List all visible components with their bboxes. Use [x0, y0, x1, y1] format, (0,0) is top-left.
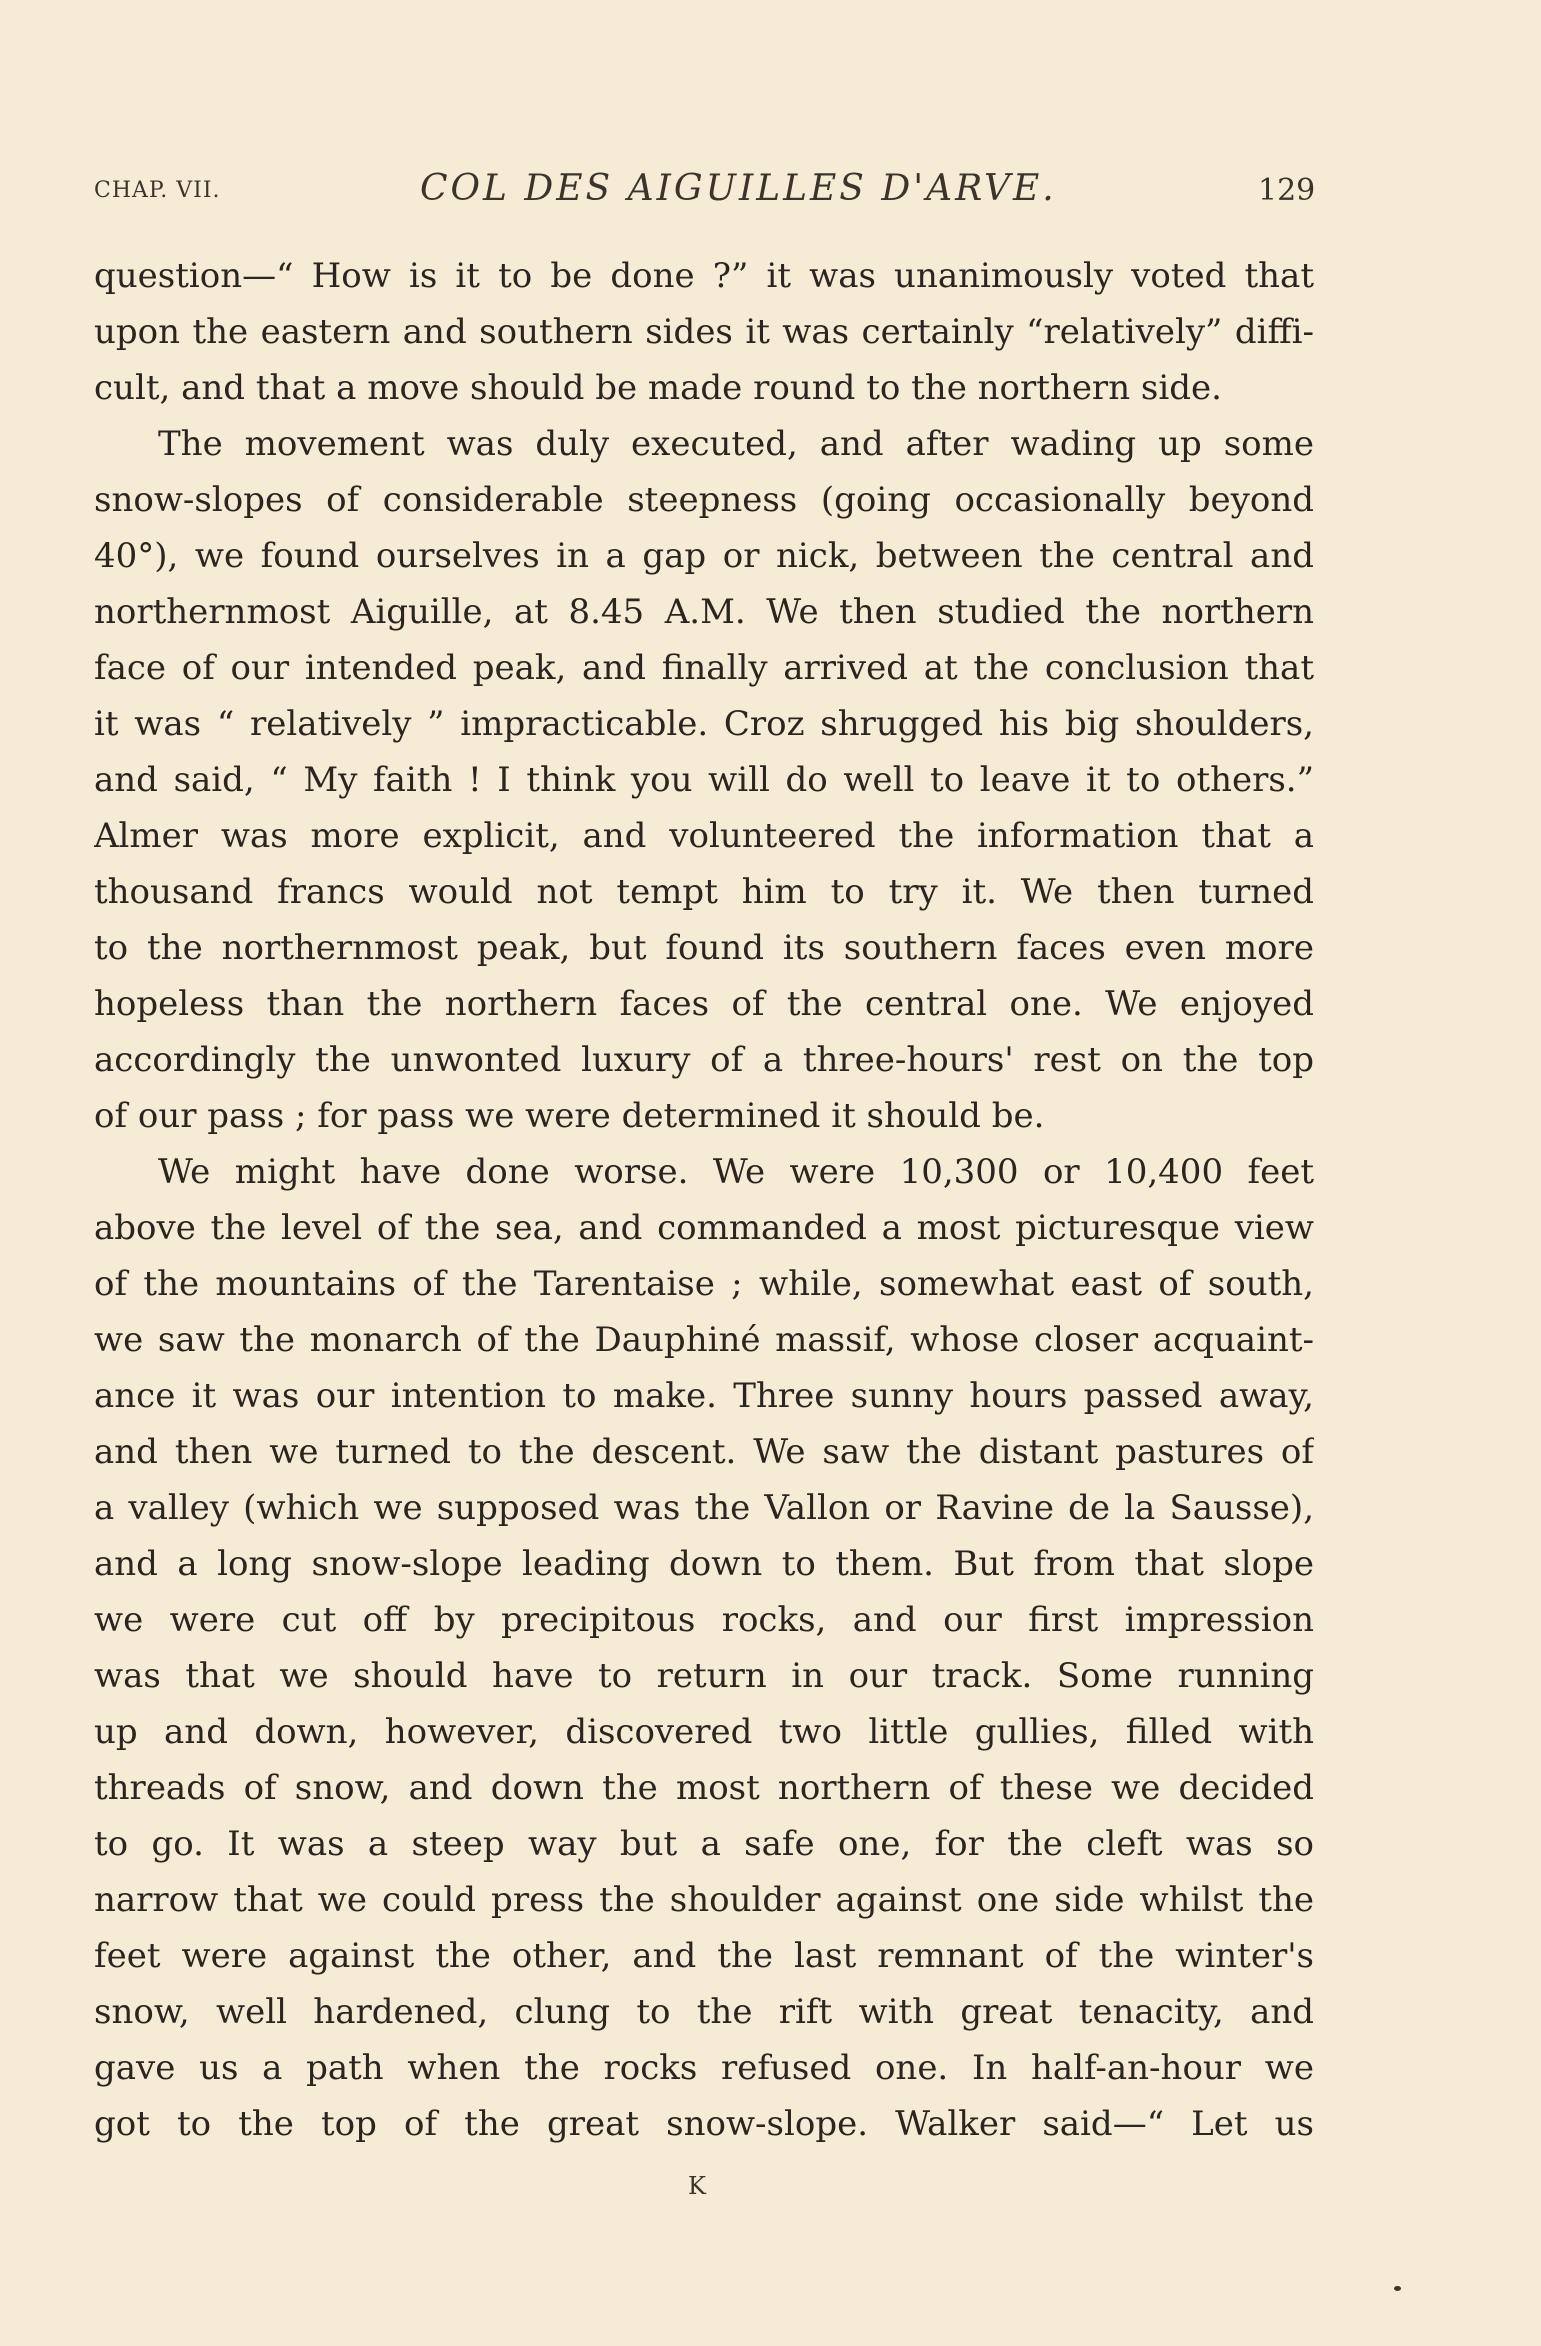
text-line: northernmost Aiguille, at 8.45 A.M. We then studied the northern: [94, 592, 1314, 632]
text-line: face of our intended peak, and finally arrived at the conclusion that: [94, 648, 1314, 688]
text-line: accordingly the unwonted luxury of a three-hours' rest on the top: [94, 1040, 1314, 1080]
text-line: snow-slopes of considerable steepness (going occasionally beyond: [94, 480, 1314, 520]
signature-mark: K: [688, 2172, 706, 2200]
text-line: of the mountains of the Tarentaise ; while, somewhat east of south,: [94, 1264, 1314, 1304]
text-line: feet were against the other, and the last remnant of the winter's: [94, 1936, 1314, 1976]
text-line: to the northernmost peak, but found its southern faces even more: [94, 928, 1314, 968]
text-line: narrow that we could press the shoulder against one side whilst the: [94, 1880, 1314, 1920]
text-line: cult, and that a move should be made round to the northern side.: [94, 368, 1222, 408]
text-line: gave us a path when the rocks refused one. In half-an-hour we: [94, 2048, 1314, 2088]
paragraph-start-line: We might have done worse. We were 10,300 or 10,400 feet: [158, 1152, 1314, 1192]
paragraph-start-line: The movement was duly executed, and after wading up some: [158, 424, 1314, 464]
text-line: to go. It was a steep way but a safe one, for the cleft was so: [94, 1824, 1314, 1864]
body-text: [94, 248, 1314, 2152]
text-line: we saw the monarch of the Dauphiné massif, whose closer acquaint-: [94, 1320, 1314, 1360]
text-line: was that we should have to return in our track. Some running: [94, 1656, 1314, 1696]
text-line: ance it was our intention to make. Three sunny hours passed away,: [94, 1376, 1314, 1416]
running-title: COL DES AIGUILLES D'ARVE.: [420, 168, 1057, 209]
text-line: Almer was more explicit, and volunteered the information that a: [94, 816, 1314, 856]
page-number: 129: [1258, 173, 1316, 208]
text-line: it was “ relatively ” impracticable. Croz shrugged his big shoulders,: [94, 704, 1314, 744]
text-line: of our pass ; for pass we were determined it should be.: [94, 1096, 1045, 1136]
text-line: hopeless than the northern faces of the central one. We enjoyed: [94, 984, 1314, 1024]
text-line: snow, well hardened, clung to the rift with great tenacity, and: [94, 1992, 1314, 2032]
chapter-label: CHAP. VII.: [94, 178, 221, 203]
running-header: [0, 168, 1541, 218]
ink-speck: [1394, 2286, 1401, 2291]
text-line: got to the top of the great snow-slope. Walker said—“ Let us: [94, 2104, 1314, 2144]
text-line: and said, “ My faith ! I think you will do well to leave it to others.”: [94, 760, 1314, 800]
text-line: upon the eastern and southern sides it was certainly “relatively” diffi-: [94, 312, 1314, 352]
text-line: and then we turned to the descent. We saw the distant pastures of: [94, 1432, 1314, 1472]
text-line: 40°), we found ourselves in a gap or nick, between the central and: [94, 536, 1314, 576]
text-line: thousand francs would not tempt him to try it. We then turned: [94, 872, 1314, 912]
text-line: above the level of the sea, and commanded a most picturesque view: [94, 1208, 1314, 1248]
text-line: a valley (which we supposed was the Vallon or Ravine de la Sausse),: [94, 1488, 1314, 1528]
text-line: question—“ How is it to be done ?” it was unanimously voted that: [94, 256, 1314, 296]
text-line: we were cut off by precipitous rocks, and our first impression: [94, 1600, 1314, 1640]
text-line: up and down, however, discovered two little gullies, filled with: [94, 1712, 1314, 1752]
text-line: threads of snow, and down the most northern of these we decided: [94, 1768, 1314, 1808]
text-line: and a long snow-slope leading down to them. But from that slope: [94, 1544, 1314, 1584]
